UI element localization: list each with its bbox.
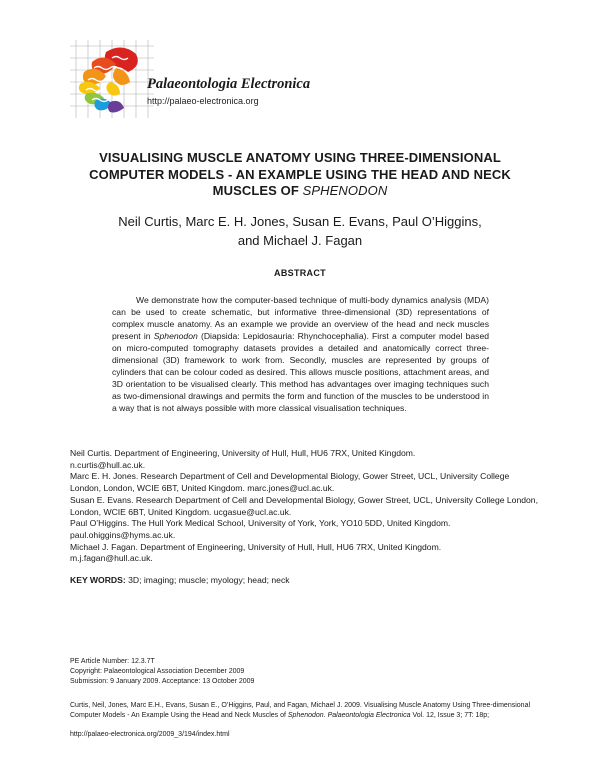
copyright-notice: Copyright: Palaeontological Association December 2009 bbox=[70, 668, 245, 675]
abstract-heading: ABSTRACT bbox=[274, 268, 326, 278]
title-line-3-prefix: MUSCLES OF bbox=[212, 183, 299, 198]
title-line-2: COMPUTER MODELS - AN EXAMPLE USING THE HEAD AND NECK bbox=[89, 166, 511, 182]
affiliation-line: Paul O’Higgins. The Hull York Medical School, University of York, York, YO10 5DD, United Kingdom. bbox=[70, 518, 451, 529]
authors-line-2: and Michael J. Fagan bbox=[237, 233, 363, 248]
article-metadata bbox=[70, 657, 530, 687]
citation-text-1: Curtis, Neil, Jones, Marc E.H., Evans, Susan E., O’Higgins, Paul, and Fagan, Michael J. 2009. Visualising Muscle Anatomy Using Three-dimensional Computer Models - An Example Using the Head and Neck Muscles of bbox=[70, 702, 531, 720]
keywords bbox=[70, 575, 540, 585]
citation-text-2: Vol. 12, Issue 3; 7T: 18p; bbox=[412, 712, 490, 720]
abstract-text-1: We demonstrate how the computer-based technique of multi-body dynamics analysis (MDA) can be used to create schematic, but informative three-dimensional (3D) representations of complex muscle anatomy. As an example we provide an overview of the head and neck muscles present in bbox=[112, 295, 489, 341]
citation-journal: Palaeontologia Electronica bbox=[327, 712, 411, 720]
citation: Curtis, Neil, Jones, Marc E.H., Evans, Susan E., O’Higgins, Paul, and Fagan, Michael J. 2009. Visualising Muscle Anatomy Using Three-dimensional Computer Models - An Example Using the Head and Neck Muscles of Sphenodon. Palaeontologia Electronica Vol. 12, Issue 3; 7T: 18p; bbox=[70, 702, 531, 720]
title-genus: SPHENODON bbox=[302, 183, 388, 198]
article-number: PE Article Number: 12.3.7T bbox=[70, 658, 155, 665]
journal-url[interactable]: http://palaeo-electronica.org bbox=[147, 96, 259, 106]
author-affiliations bbox=[70, 448, 540, 565]
submission-dates: Submission: 9 January 2009. Acceptance: 13 October 2009 bbox=[70, 678, 255, 685]
authors-line-1: Neil Curtis, Marc E. H. Jones, Susan E. Evans, Paul O’Higgins, bbox=[118, 214, 482, 229]
affiliation-email[interactable]: paul.ohiggins@hyms.ac.uk. bbox=[70, 529, 176, 540]
journal-logo-graphic bbox=[66, 38, 156, 120]
keywords-label: KEY WORDS: bbox=[70, 575, 126, 585]
affiliation-line: Neil Curtis. Department of Engineering, University of Hull, Hull, HU6 7RX, United Kingdom. bbox=[70, 448, 416, 458]
author-list bbox=[80, 212, 520, 250]
affiliation-email[interactable]: m.j.fagan@hull.ac.uk. bbox=[70, 553, 153, 564]
affiliation-line: Marc E. H. Jones. Research Department of Cell and Developmental Biology, Gower Street, UCL, University College London, London, WCIE 6BT, United Kingdom. marc.jones@ucl.ac.uk. bbox=[70, 471, 510, 494]
article-title bbox=[60, 150, 540, 200]
abstract-body bbox=[112, 294, 489, 414]
abstract-text-2: (Diapsida: Lepidosauria: Rhynchocephalia). First a computer model based on micro-computed tomography datasets provides a detailed and anatomically correct three-dimensional (3D) framework to work from. Secondly, muscles are represented by groups of cylinders that can be colour coded as desired. This allows muscle positions, attachment areas, and 3D orientation to be visualised clearly. This method has advantages over imaging techniques such as two-dimensional drawings and permits the form and function of the muscles to be understood in a way that is not always possible with more classical visualisation techniques. bbox=[112, 331, 490, 413]
affiliation-line: Michael J. Fagan. Department of Engineering, University of Hull, Hull, HU6 7RX, United Kingdom. bbox=[70, 541, 442, 552]
article-url[interactable]: http://palaeo-electronica.org/2009_3/194/index.html bbox=[70, 731, 230, 738]
title-line-1: VISUALISING MUSCLE ANATOMY USING THREE-DIMENSIONAL bbox=[99, 150, 501, 165]
affiliation-email[interactable]: n.curtis@hull.ac.uk. bbox=[70, 459, 146, 470]
keywords-list: 3D; imaging; muscle; myology; head; neck bbox=[128, 575, 290, 585]
abstract-genus: Sphenodon bbox=[153, 331, 198, 341]
journal-name: Palaeontologia Electronica bbox=[147, 76, 311, 92]
citation-genus: Sphenodon bbox=[287, 712, 324, 720]
affiliation-line: Susan E. Evans. Research Department of Cell and Developmental Biology, Gower Street, UCL, University College London, London, WCIE 6BT, United Kingdom. ucgasue@ucl.ac.uk. bbox=[70, 494, 538, 517]
